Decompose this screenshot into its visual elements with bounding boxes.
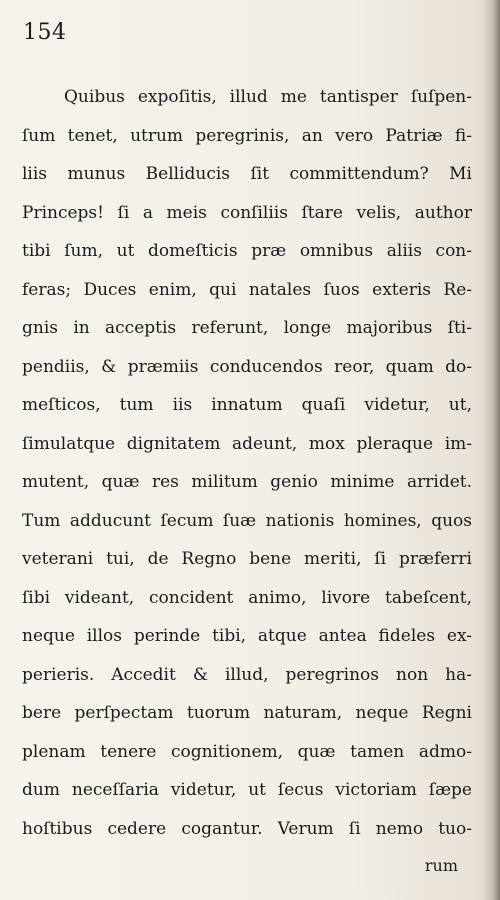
text-line: perieris. Accedit & illud, peregrinos non ha- xyxy=(22,664,472,685)
text-line: hoſtibus cedere cogantur. Verum ſi nemo tuo- xyxy=(22,818,472,839)
text-line: plenam tenere cognitionem, quæ tamen admo- xyxy=(22,741,472,762)
text-line: neque illos perinde tibi, atque antea fideles ex- xyxy=(22,626,472,646)
text-line: pendiis, & præmiis conducendos reor, quam do- xyxy=(22,356,472,377)
text-line: gnis in acceptis referunt, longe majoribus ſti- xyxy=(22,318,472,338)
text-line: mutent, quæ res militum genio minime arridet. xyxy=(22,472,472,492)
text-line: ſibi videant, concident animo, livore tabeſcent, xyxy=(22,587,472,608)
text-line: veterani tui, de Regno bene meriti, ſi præferri xyxy=(22,549,472,569)
text-line: Quibus expoſitis, illud me tantisper ſuſpen- xyxy=(64,87,472,107)
catchword: rum xyxy=(424,856,458,875)
text-line: Tum adducunt ſecum ſuæ nationis homines, quos xyxy=(22,510,472,531)
text-line: Princeps! ſi a meis conſiliis ſtare velis, author xyxy=(22,202,472,223)
body-text xyxy=(22,78,472,848)
page-number: 154 xyxy=(23,20,67,45)
text-line: ſimulatque dignitatem adeunt, mox pleraque im- xyxy=(22,433,472,454)
text-line: feras; Duces enim, qui natales ſuos exteris Re- xyxy=(22,279,472,300)
text-line: liis munus Belliducis ſit committendum? Mi xyxy=(22,164,472,184)
text-line: dum neceſſaria videtur, ut ſecus victoriam ſæpe xyxy=(22,780,472,800)
text-line: meſticos, tum iis innatum quaſi videtur, ut, xyxy=(22,395,472,415)
text-line: bere perſpectam tuorum naturam, neque Regni xyxy=(22,703,472,723)
text-line: ſum tenet, utrum peregrinis, an vero Patriæ fi- xyxy=(22,125,472,146)
text-line: tibi ſum, ut domeſticis præ omnibus aliis con- xyxy=(22,241,472,261)
page-edge-shadow xyxy=(482,0,500,900)
